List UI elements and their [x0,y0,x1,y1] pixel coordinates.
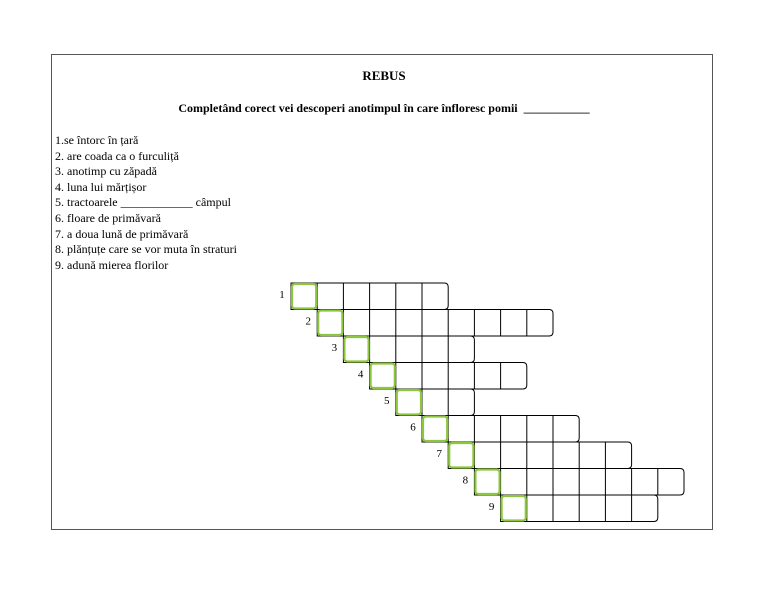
grid-row-number: 4 [357,368,364,381]
grid-row-number: 8 [462,474,469,487]
grid-row-5 [384,389,474,416]
clue-7: 7. a doua lună de primăvară [55,226,189,241]
clue-9: 9. adună mierea florilor [55,257,169,272]
grid-cell[interactable] [580,443,604,468]
grid-cell[interactable] [502,364,526,389]
grid-row-8 [463,469,684,496]
grid-key-cell[interactable] [397,390,421,415]
grid-cell[interactable] [423,364,447,389]
grid-cell[interactable] [449,390,473,415]
grid-cell[interactable] [397,284,421,309]
grid-row-number: 6 [410,421,416,434]
grid-key-cell[interactable] [318,311,342,336]
page-title: REBUS [362,68,406,83]
grid-key-cell[interactable] [475,470,499,495]
grid-cell[interactable] [528,311,552,336]
clue-8: 8. plănțuțe care se vor muta în straturi [55,242,237,257]
grid-cell[interactable] [423,311,447,336]
grid-cell[interactable] [475,364,499,389]
grid-cell[interactable] [659,470,683,495]
grid-key-cell[interactable] [502,496,526,521]
grid-cell[interactable] [502,417,526,442]
clue-1: 1.se întorc în țară [55,133,139,147]
clue-4: 4. luna lui mărțișor [55,179,147,194]
grid-cell[interactable] [554,496,578,521]
grid-key-cell[interactable] [344,337,368,362]
grid-cell[interactable] [449,337,473,362]
grid-row-3 [332,336,475,363]
grid-key-cell[interactable] [423,417,447,442]
grid-cell[interactable] [633,496,657,521]
grid-row-number: 2 [305,315,311,328]
grid-cell[interactable] [554,417,578,442]
grid-cell[interactable] [318,284,342,309]
grid-cell[interactable] [502,311,526,336]
answer-blank[interactable]: ___________ [523,101,590,115]
grid-key-cell[interactable] [292,284,316,309]
grid-cell[interactable] [397,311,421,336]
grid-row-2 [305,310,553,337]
grid-key-cell[interactable] [449,443,473,468]
grid-row-number: 7 [436,448,442,460]
grid-cell[interactable] [528,417,552,442]
grid-cell[interactable] [449,417,473,442]
grid-cell[interactable] [423,390,447,415]
clue-2: 2. are coada ca o furculiță [55,148,179,163]
grid-cell[interactable] [344,311,368,336]
grid-cell[interactable] [580,470,604,495]
grid-cell[interactable] [449,364,473,389]
grid-row-number: 5 [384,395,390,407]
grid-row-number: 3 [331,342,338,354]
grid-cell[interactable] [502,470,526,495]
grid-cell[interactable] [475,311,499,336]
grid-cell[interactable] [371,284,395,309]
grid-cell[interactable] [502,443,526,468]
grid-cell[interactable] [606,470,630,495]
grid-cell[interactable] [475,443,499,468]
grid-row-number: 1 [279,289,285,301]
clue-5: 5. tractoarele ____________ câmpul [55,195,231,210]
grid-cell[interactable] [371,311,395,336]
instruction-text: Completând corect vei descoperi anotimpul în care înfloresc pomii [178,101,518,115]
grid-cell[interactable] [423,337,447,362]
grid-cell[interactable] [397,337,421,362]
grid-cell[interactable] [528,470,552,495]
grid-cell[interactable] [371,337,395,362]
grid-cell[interactable] [580,496,604,521]
grid-cell[interactable] [397,364,421,389]
clue-6: 6. floare de primăvară [55,210,161,225]
grid-cell[interactable] [528,496,552,521]
grid-cell[interactable] [475,417,499,442]
grid-cell[interactable] [606,443,630,468]
grid-row-4 [358,363,527,390]
clue-3: 3. anotimp cu zăpadă [55,164,157,179]
grid-cell[interactable] [554,470,578,495]
grid-key-cell[interactable] [371,364,395,389]
grid-row-6 [410,416,579,443]
grid-cell[interactable] [423,284,447,309]
grid-cell[interactable] [344,284,368,309]
grid-cell[interactable] [554,443,578,468]
grid-cell[interactable] [449,311,473,336]
grid-cell[interactable] [633,470,657,495]
grid-row-7 [436,442,631,469]
grid-row-9 [489,495,658,522]
grid-cell[interactable] [606,496,630,521]
grid-row-number: 9 [488,501,495,513]
grid-cell[interactable] [528,443,552,468]
grid-row-1 [279,283,448,310]
